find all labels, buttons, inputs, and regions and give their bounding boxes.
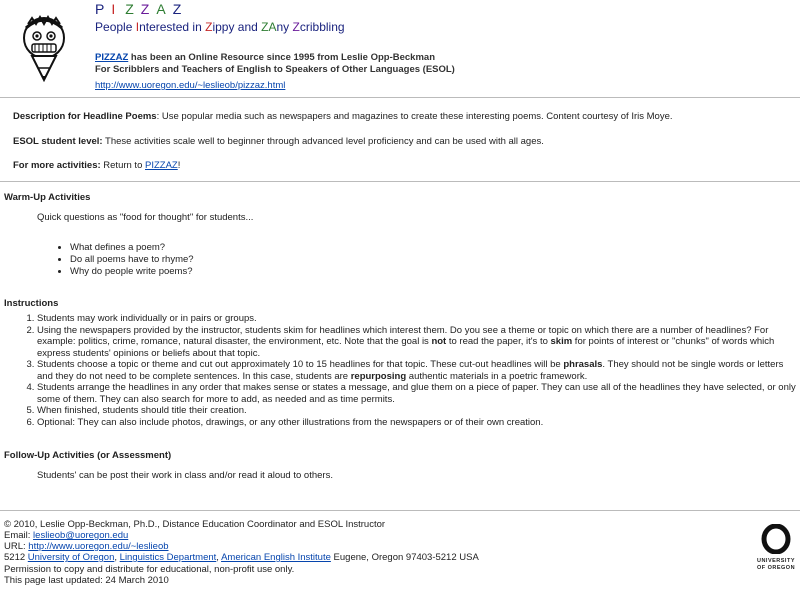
level-label: ESOL student level: — [13, 136, 103, 147]
linguistics-link[interactable]: Linguistics Department — [119, 552, 217, 563]
address-line: 5212 University of Oregon, Linguistics Department, American English Institute Eugene, Oregon 97403-5212 USA — [4, 552, 479, 563]
aei-link[interactable]: American English Institute — [221, 552, 331, 563]
list-item: 5. When finished, students should title their creation. — [37, 405, 797, 417]
return-pizzaz-link[interactable]: PIZZAZ — [145, 160, 178, 171]
subtitle-part: ZA — [261, 20, 277, 34]
list-item: 4. Students arrange the headlines in any order that makes sense or states a message, and glue them on a piece of paper. They can use all of the headlines they have selected, or only some of them. They can also search for more to add, as needed and as time permits. — [37, 382, 797, 405]
title-letter: I — [111, 1, 118, 17]
more-end: ! — [177, 160, 181, 171]
warmup-intro: Quick questions as "food for thought" for students... — [37, 212, 254, 223]
description-text: : Use popular media such as newspapers and magazines to create these interesting poems. Content courtesy of Iris Moye. — [156, 111, 673, 122]
pencil-mascot-logo — [18, 14, 70, 82]
subtitle-part: P — [95, 20, 104, 34]
oregon-o-icon — [761, 524, 791, 554]
level-line — [13, 136, 544, 148]
subtitle-part: cribbling — [299, 20, 345, 34]
url-line: URL: http://www.uoregon.edu/~leslieob — [4, 541, 169, 552]
footer-url-link[interactable]: http://www.uoregon.edu/~leslieob — [28, 541, 169, 552]
list-item: 1. Students may work individually or in pairs or groups. — [37, 313, 797, 325]
site-url-link[interactable]: http://www.uoregon.edu/~leslieob/pizzaz.html — [95, 80, 286, 91]
site-title — [95, 1, 188, 19]
permission-line: Permission to copy and distribute for educational, non-profit use only. — [4, 564, 295, 575]
followup-text: Students' can be post their work in class and/or read it aloud to others. — [37, 470, 333, 481]
list-item: • Why do people write poems? — [70, 266, 194, 278]
title-letter: Z — [140, 1, 152, 17]
subtitle-part: ippy and — [212, 20, 262, 34]
credit-line-1: has been an Online Resource since 1995 from Leslie Opp-Beckman — [128, 52, 436, 63]
credit-line-2: For Scribblers and Teachers of English to Speakers of Other Languages (ESOL) — [95, 63, 455, 75]
site-subtitle — [95, 20, 345, 35]
divider — [0, 181, 800, 182]
email-line: Email: leslieob@uoregon.edu — [4, 530, 129, 541]
subtitle-part: I — [135, 20, 140, 34]
divider — [0, 97, 800, 98]
title-letter: Z — [125, 1, 136, 17]
subtitle-part: eople — [103, 20, 136, 34]
followup-heading: Follow-Up Activities (or Assessment) — [4, 450, 172, 461]
instructions-list — [37, 313, 797, 428]
title-letter: P — [95, 1, 107, 17]
list-item: 3. Students choose a topic or theme and cut out approximately 10 to 15 headlines for that topic. These cut-out headlines will be phrasals. They should not be single words or letters and they do not need to be complete sentences. In this case, students are repurposing authentic materials in a poetric framework. — [37, 359, 797, 382]
subtitle-part: ny — [276, 20, 293, 34]
divider — [0, 510, 800, 511]
pizzaz-link[interactable]: PIZZAZ — [95, 52, 129, 63]
more-text: Return to — [100, 160, 145, 171]
more-label: For more activities: — [13, 160, 101, 171]
copyright: © 2010, Leslie Opp-Beckman, Ph.D., Distance Education Coordinator and ESOL Instructor — [4, 519, 386, 530]
page-header — [0, 0, 800, 91]
warmup-questions — [70, 242, 194, 278]
list-item: 6. Optional: They can also include photos, drawings, or any other illustrations from the newspapers or of their own creation. — [37, 417, 797, 429]
subtitle-part: Z — [205, 20, 213, 34]
list-item: • Do all poems have to rhyme? — [70, 254, 194, 266]
site-credits — [95, 52, 455, 76]
instructions-heading: Instructions — [4, 298, 59, 309]
more-activities-line — [13, 160, 180, 172]
description-label: Description for Headline Poems — [13, 111, 157, 122]
email-link[interactable]: leslieob@uoregon.edu — [33, 530, 129, 541]
level-text: These activities scale well to beginner through advanced level proficiency and can be used with all ages. — [102, 136, 544, 147]
subtitle-part: Z — [292, 20, 300, 34]
last-updated: This page last updated: 24 March 2010 — [4, 575, 169, 586]
warmup-heading: Warm-Up Activities — [4, 192, 91, 203]
university-of-oregon-logo: UNIVERSITY OF OREGON — [754, 524, 798, 582]
subtitle-part: nterested in — [139, 20, 206, 34]
uo-link[interactable]: University of Oregon — [27, 552, 115, 563]
list-item: 2. Using the newspapers provided by the instructor, students skim for headlines which interest them. Do you see a theme or topic on which there are a number of headlines? For example: politics, crime, romance, natural disaster, the environment, etc. Note that the goal is not to read the paper, it's to skim for points of interest or "chunks" of words which express students' opinions or beliefs about that topic. — [37, 325, 797, 360]
title-letter: Z — [172, 1, 184, 17]
description-line — [13, 111, 673, 123]
list-item: • What defines a poem? — [70, 242, 194, 254]
title-letter: A — [156, 1, 168, 17]
